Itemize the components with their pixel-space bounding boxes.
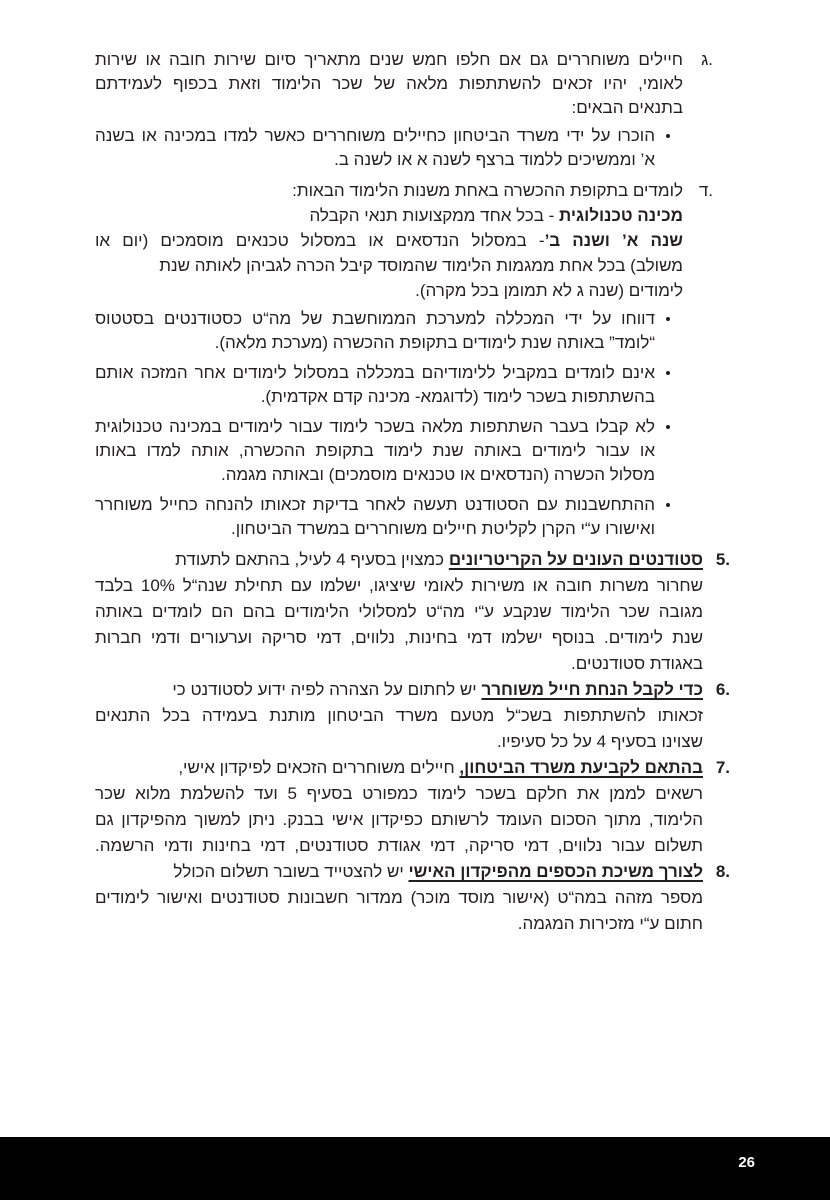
clause-6 bbox=[95, 677, 730, 755]
paragraph-line: לא קבלו בעבר השתתפות מלאה בשכר לימוד עבור לימודים במכינה טכנולוגית bbox=[95, 417, 655, 436]
paragraph-line bbox=[95, 859, 703, 885]
paragraph-line bbox=[95, 228, 683, 253]
bullet-icon bbox=[666, 134, 670, 138]
paragraph-line: דווחו על ידי המכללה למערכת הממוחשבת של מה“ט כסטודנטים בסטטוס bbox=[95, 309, 655, 328]
paragraph-line: חתום ע“י מזכירות המגמה. bbox=[517, 914, 703, 933]
bullet-icon bbox=[666, 371, 670, 375]
paragraph-line: לומדים בתקופת ההכשרה באחת משנות הלימוד הבאות: bbox=[292, 181, 683, 200]
clause-8 bbox=[95, 859, 730, 937]
paragraph-line: מסלול הכשרה (הנדסאים או טכנאים מוסמכים) ובאותה מגמה. bbox=[220, 465, 655, 484]
clause-heading: לצורך משיכת הכספים מהפיקדון האישי bbox=[408, 862, 703, 881]
paragraph-line: שנת לימודים. בנוסף ישלמו דמי בחינות, נלווים, דמי סריקה וערעורים ודמי חברות bbox=[95, 628, 703, 647]
bullet-item bbox=[95, 124, 730, 172]
paragraph-line: מספר מזהה במה“ט (אישור מוסד מוכר) ממדור חשבונות סטודנטים ואישור לימודים bbox=[95, 888, 703, 907]
bullet-item bbox=[95, 361, 730, 409]
paragraph-line: שצוינו בסעיף 4 על כל סעיפיו. bbox=[496, 732, 703, 751]
paragraph-line: לאומי, יהיו זכאים להשתתפות מלאה של שכר הלימוד וזאת בכפוף לעמידתם bbox=[95, 74, 683, 93]
paragraph-line: הלימוד, מתוך הסכום העומד לרשותם כפיקדון אישי בבנק. ניתן למשוך מהפיקדון גם bbox=[95, 810, 703, 829]
clause-7 bbox=[95, 755, 730, 859]
clause-text: יש לחתום על הצהרה לפיה ידוע לסטודנט כי bbox=[172, 680, 482, 699]
paragraph-line bbox=[95, 547, 703, 573]
clause-5 bbox=[95, 547, 730, 677]
paragraph-line: בתנאים הבאים: bbox=[571, 98, 683, 117]
clause-text: חיילים משוחררים הזכאים לפיקדון אישי, bbox=[178, 758, 460, 777]
clause-text: כמצוין בסעיף 4 לעיל, בהתאם לתעודת bbox=[175, 550, 449, 569]
paragraph-line bbox=[95, 755, 703, 781]
clause-heading: סטודנטים העונים על הקריטריונים bbox=[448, 550, 703, 569]
clause-g bbox=[95, 48, 730, 120]
paragraph-line: לימודים (שנה ג לא תמומן בכל מקרה). bbox=[415, 281, 683, 300]
term-text: - בכל אחד ממקצועות תנאי הקבלה bbox=[309, 206, 560, 225]
bullet-icon bbox=[666, 317, 670, 321]
bullet-icon bbox=[666, 425, 670, 429]
term-label: מכינה טכנולוגית bbox=[559, 206, 683, 225]
paragraph-line: רשאים לממן את חלקם בשכר לימוד כמפורט בסעיף 5 ועד להשלמת מלוא שכר bbox=[95, 784, 704, 803]
list-marker: ג. bbox=[701, 50, 713, 69]
bullet-item bbox=[95, 307, 730, 355]
clause-heading: בהתאם לקביעת משרד הביטחון, bbox=[459, 758, 703, 777]
bullet-item bbox=[95, 493, 730, 541]
paragraph-line: זכאותו להשתתפות בשכ“ל מטעם משרד הביטחון מותנת בעמידה בכל התנאים bbox=[95, 706, 703, 725]
paragraph-line: הוכרו על ידי משרד הביטחון כחיילים משוחררים כאשר למדו במכינה או בשנה bbox=[95, 126, 655, 145]
bullet-icon bbox=[666, 503, 670, 507]
paragraph-line: שחרור משרות חובה או משירות לאומי שיציגו, ישלמו עם תחילת שנה“ל 10% בלבד bbox=[95, 576, 703, 595]
page-footer bbox=[0, 1137, 830, 1200]
clause-d bbox=[95, 178, 730, 303]
clause-heading: כדי לקבל הנחת חייל משוחרר bbox=[481, 680, 703, 699]
paragraph-line: “לומד” באותה שנת לימודים בתקופת ההכשרה (מערכת מלאה). bbox=[214, 333, 655, 352]
page-content bbox=[95, 48, 730, 937]
list-marker: 7. bbox=[715, 758, 730, 777]
page-number: 26 bbox=[738, 1154, 755, 1171]
bullet-item bbox=[95, 415, 730, 487]
paragraph-line bbox=[95, 677, 703, 703]
paragraph-line: בהשתתפות בשכר לימוד (לדוגמא- מכינה קדם אקדמית). bbox=[260, 387, 655, 406]
paragraph-line: ואישורו ע“י הקרן לקליטת חיילים משוחררים במשרד הביטחון. bbox=[230, 519, 655, 538]
paragraph-line: אינם לומדים במקביל ללימודיהם במכללה במסלול לימודים אחר המזכה אותם bbox=[95, 363, 655, 382]
paragraph-line: משולב) בכל אחת ממגמות הלימוד שהמוסד קיבל הכרה לגביהן לאותה שנת bbox=[159, 256, 683, 275]
paragraph-line: או עבור לימודים באותה שנת לימוד בתקופת ההכשרה, אותה למדו באותו bbox=[95, 441, 655, 460]
list-marker: ד. bbox=[698, 181, 713, 200]
paragraph-line bbox=[95, 203, 683, 228]
term-label: שנה א’ ושנה ב’ bbox=[544, 231, 683, 250]
paragraph-line: מגובה שכר הלימוד שנקבע ע“י מה“ט למסלולי הלימודים בהם הם לומדים באותה bbox=[95, 602, 703, 621]
term-text: - במסלול הנדסאים או במסלול טכנאים מוסמכים (יום או bbox=[95, 231, 545, 250]
paragraph-line: א’ וממשיכים ללמוד ברצף לשנה א או לשנה ב. bbox=[334, 150, 655, 169]
clause-text: יש להצטייד בשובר תשלום הכולל bbox=[173, 862, 409, 881]
list-marker: 6. bbox=[715, 680, 730, 699]
paragraph-line: ההתחשבנות עם הסטודנט תעשה לאחר בדיקת זכאותו להנחה כחייל משוחרר bbox=[95, 495, 655, 514]
paragraph-line: תשלום עבור נלווים, דמי סריקה, דמי אגודת סטודנטים, דמי בחינות ודמי הרשמה. bbox=[95, 836, 703, 855]
paragraph-line: באגודת סטודנטים. bbox=[571, 654, 703, 673]
list-marker: 5. bbox=[715, 550, 730, 569]
list-marker: 8. bbox=[715, 862, 730, 881]
paragraph-line: חיילים משוחררים גם אם חלפו חמש שנים מתאריך סיום שירות חובה או שירות bbox=[95, 50, 683, 69]
